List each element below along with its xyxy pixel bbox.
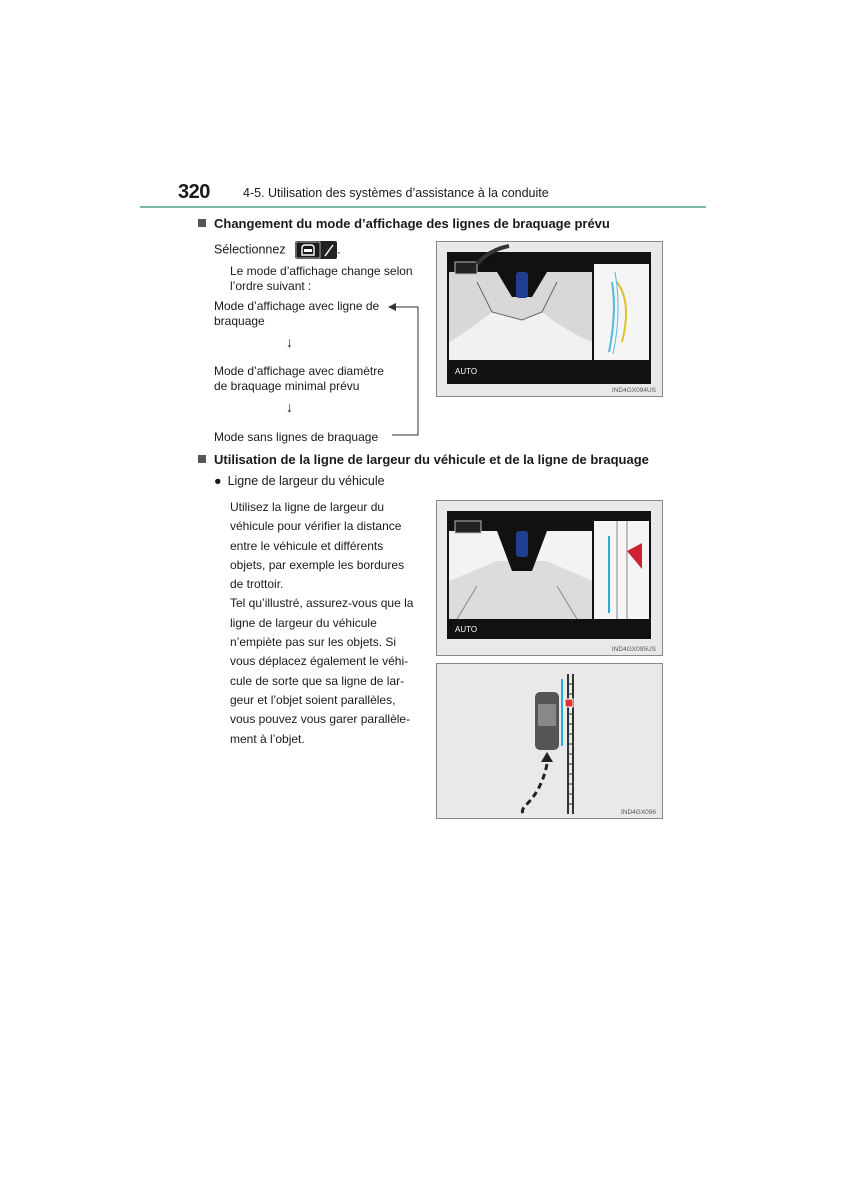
para-line: objets, par exemple les bordures	[230, 557, 405, 572]
paragraph	[230, 498, 424, 749]
figure-code: IND4GX096	[620, 809, 656, 816]
figure-vehicle-width-screen	[436, 500, 663, 656]
para-line: cule de sorte que sa ligne de lar-	[230, 673, 405, 688]
para-line: n’empiète pas sur les objets. Si	[230, 635, 397, 650]
para-line: de trottoir.	[230, 577, 284, 592]
order-line-1: Le mode d’affichage change selon	[230, 264, 413, 278]
auto-label: AUTO	[455, 625, 478, 634]
para-line: ligne de largeur du véhicule	[230, 615, 377, 630]
down-arrow-icon: ↓	[286, 334, 293, 350]
figure-parallel-parking-diagram	[436, 663, 663, 819]
down-arrow-icon: ↓	[286, 399, 293, 415]
para-line: véhicule pour vérifier la distance	[230, 519, 402, 534]
subheading: ● Ligne de largeur du véhicule	[214, 474, 385, 488]
para-line: ment à l’objet.	[230, 731, 305, 746]
mode3-text: Mode sans lignes de braquage	[214, 430, 379, 444]
para-line: Utilisez la ligne de largeur du	[230, 500, 385, 514]
para-line: entre le véhicule et différents	[230, 538, 384, 553]
select-instruction: Sélectionnez .	[214, 241, 341, 259]
para-line: vous pouvez vous garer parallèle-	[230, 712, 411, 727]
chapter-title: 4-5. Utilisation des systèmes d’assistance à la conduite	[243, 186, 549, 200]
figure-code: IND4GX094US	[611, 387, 656, 394]
mode2-line2: de braquage minimal prévu	[214, 379, 360, 393]
bullet-icon: ●	[214, 474, 222, 488]
order-line-2: l’ordre suivant :	[230, 279, 312, 293]
cycle-bracket	[380, 298, 422, 440]
mode2-line1: Mode d’affichage avec diamètre	[214, 364, 384, 378]
para-line: geur et l’objet soient parallèles,	[230, 692, 396, 707]
para-line: Tel qu’illustré, assurez-vous que la	[230, 596, 414, 611]
para-line: vous déplacez également le véhi-	[230, 654, 409, 669]
section1-heading: Changement du mode d’affichage des lignes de braquage prévu	[198, 216, 610, 231]
figure-guide-mode-screen	[436, 241, 663, 397]
header-rule	[140, 206, 706, 208]
guide-line-mode-button-icon	[295, 241, 337, 259]
auto-label: AUTO	[455, 367, 478, 376]
mode1-line2: braquage	[214, 314, 265, 328]
section2-heading: Utilisation de la ligne de largeur du véhicule et de la ligne de braquage	[198, 452, 649, 467]
square-bullet-icon	[198, 455, 206, 463]
figure-code: IND4GX095US	[611, 646, 656, 653]
square-bullet-icon	[198, 219, 206, 227]
mode1-line1: Mode d’affichage avec ligne de	[214, 299, 380, 313]
page-number: 320	[178, 181, 210, 203]
